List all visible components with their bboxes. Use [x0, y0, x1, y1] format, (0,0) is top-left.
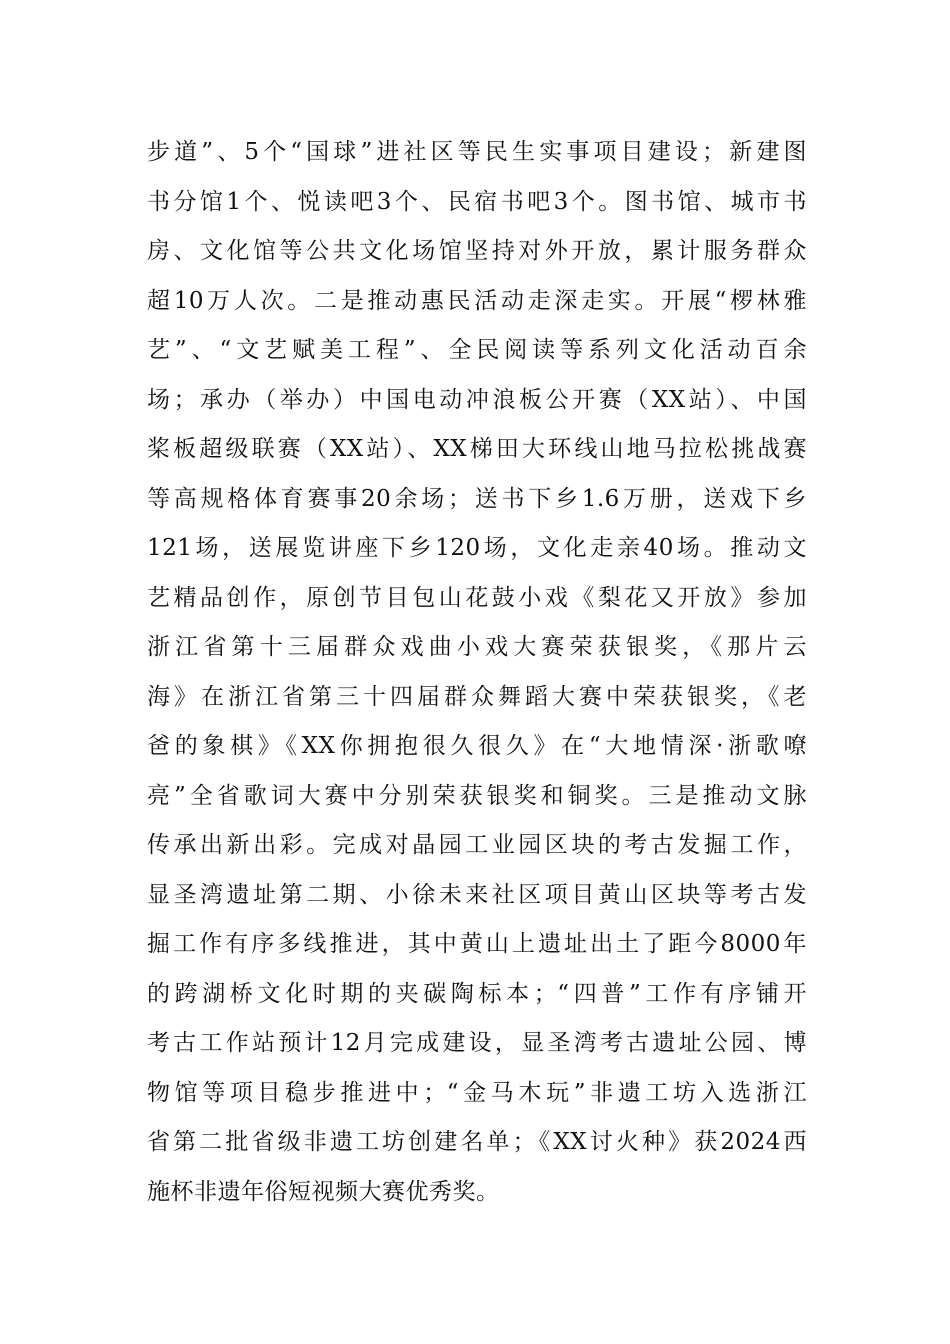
text-line: 121场，送展览讲座下乡120场，文化走亲40场。推动文	[147, 535, 807, 561]
text-line: 房、文化馆等公共文化场馆坚持对外开放，累计服务群众	[147, 238, 807, 264]
text-line: 亮”全省歌词大赛中分别荣获银奖和铜奖。三是推动文脉	[147, 782, 807, 809]
body-paragraph	[147, 128, 807, 1217]
text-line: 艺精品创作，原创节目包山花鼓小戏《梨花又开放》参加	[147, 584, 807, 611]
text-line: 书分馆1个、悦读吧3个、民宿书吧3个。图书馆、城市书	[147, 188, 807, 215]
text-line: 浙江省第十三届群众戏曲小戏大赛荣获银奖，《那片云	[147, 634, 807, 660]
text-line: 艺”、“文艺赋美工程”、全民阅读等系列文化活动百余	[147, 337, 807, 363]
text-line: 的跨湖桥文化时期的夹碳陶标本；“四普”工作有序铺开	[147, 980, 807, 1007]
text-line: 省第二批省级非遗工坊创建名单；《XX讨火种》获2024西	[147, 1129, 807, 1155]
text-line: 桨板超级联赛（XX站）、XX梯田大环线山地马拉松挑战赛	[147, 436, 807, 462]
text-line: 步道”、5个“国球”进社区等民生实事项目建设；新建图	[147, 139, 807, 165]
text-line: 超10万人次。二是推动惠民活动走深走实。开展“椤林雅	[147, 287, 807, 314]
text-line: 海》在浙江省第三十四届群众舞蹈大赛中荣获银奖，《老	[147, 683, 807, 710]
text-line: 场；承办（举办）中国电动冲浪板公开赛（XX站）、中国	[147, 386, 807, 413]
text-line: 掘工作有序多线推进，其中黄山上遗址出土了距今8000年	[147, 931, 807, 957]
text-line: 爸的象棋》《XX你拥抱很久很久》在“大地情深·浙歌嘹	[147, 733, 807, 759]
text-line: 考古工作站预计12月完成建设，显圣湾考古遗址公园、博	[147, 1030, 807, 1056]
text-line: 显圣湾遗址第二期、小徐未来社区项目黄山区块等考古发	[147, 881, 807, 908]
text-line: 等高规格体育赛事20余场；送书下乡1.6万册，送戏下乡	[147, 485, 807, 512]
text-line: 物馆等项目稳步推进中；“金马木玩”非遗工坊入选浙江	[147, 1079, 807, 1106]
text-line: 传承出新出彩。完成对晶园工业园区块的考古发掘工作，	[147, 832, 807, 858]
text-line: 施杯非遗年俗短视频大赛优秀奖。	[147, 1178, 500, 1205]
